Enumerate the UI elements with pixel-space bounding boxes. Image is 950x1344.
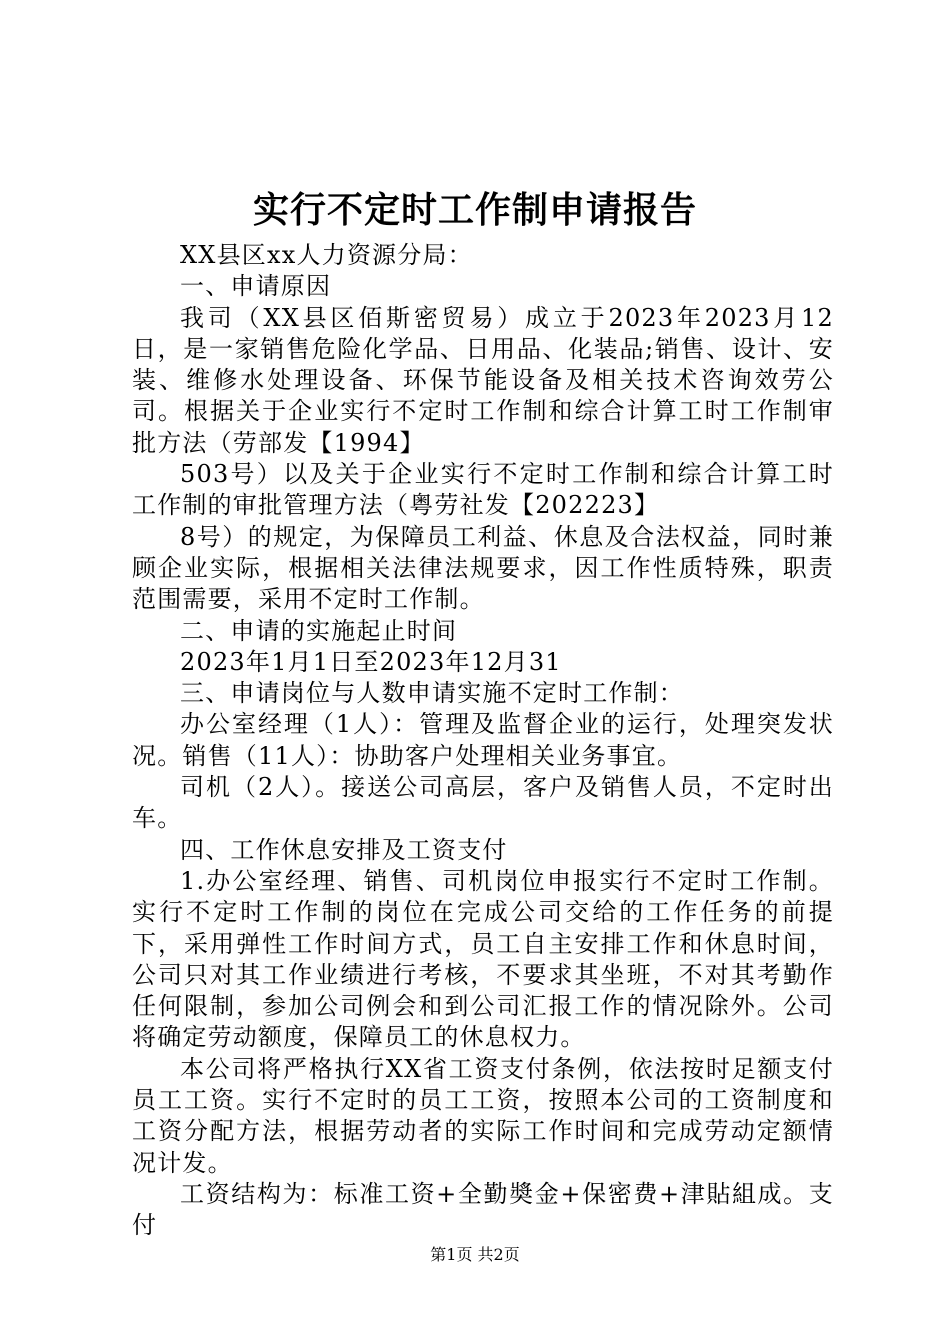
paragraph-period-dates: 2023年1月1日至2023年12月31 [180, 647, 562, 676]
paragraph-company-intro: 我司（XX县区佰斯密贸易）成立于2023年2023月12日，是一家销售危险化学品、日用品、化装品;销售、设计、安装、维修水处理设备、环保节能设备及相关技术咨询效劳公司。根据关于企业实行不定时工作制和综合计算工时工作制审批方法（劳部发【1994】 [132, 303, 834, 457]
document-body [132, 240, 834, 1242]
heading-reason: 一、申请原因 [180, 272, 332, 301]
paragraph-flexible-hours: 1.办公室经理、销售、司机岗位申报实行不定时工作制。实行不定时工作制的岗位在完成公司交给的工作任务的前提下，采用弹性工作时间方式，员工自主安排工作和休息时间，公司只对其工作业绩进行考核，不要求其坐班，不对其考勤作任何限制，参加公司例会和到公司汇报工作的情况除外。公司将确定劳动额度，保障员工的休息权力。 [132, 866, 834, 1052]
heading-period: 二、申请的实施起止时间 [180, 616, 458, 645]
paragraph-addressee: XX县区xx人力资源分局： [180, 241, 473, 269]
heading-positions: 三、申请岗位与人数申请实施不定时工作制： [180, 679, 684, 708]
paragraph-wage-payment: 本公司将严格执行XX省工资支付条例，依法按时足额支付员工工资。实行不定时的员工工资，按照本公司的工资制度和工资分配方法，根据劳动者的实际工作时间和完成劳动定额情况计发。 [132, 1054, 834, 1177]
document-title: 实行不定时工作制申请报告 [252, 189, 697, 231]
paragraph-regulation-ref: 503号）以及关于企业实行不定时工作制和综合计算工时工作制的审批管理方法（粤劳社发【202223】 [132, 460, 834, 520]
paragraph-regulation-purpose: 8号）的规定，为保障员工利益、休息及合法权益，同时兼顾企业实际，根据相关法律法规要求，因工作性质特殊，职责范围需要，采用不定时工作制。 [132, 522, 834, 614]
paragraph-wage-structure: 工资结构为：标准工资+全勤奬金+保密费+津貼組成。支付 [132, 1179, 834, 1240]
paragraph-driver: 司机（2人）。接送公司高层，客户及销售人员，不定时出车。 [132, 773, 834, 833]
heading-rest-pay: 四、工作休息安排及工资支付 [180, 835, 508, 864]
page-footer: 第1页 共2页 [430, 1245, 520, 1264]
paragraph-office-sales: 办公室经理（1人）：管理及监督企业的运行，处理突发状况。销售（11人）：协助客户处理相关业务事宜。 [132, 710, 834, 770]
